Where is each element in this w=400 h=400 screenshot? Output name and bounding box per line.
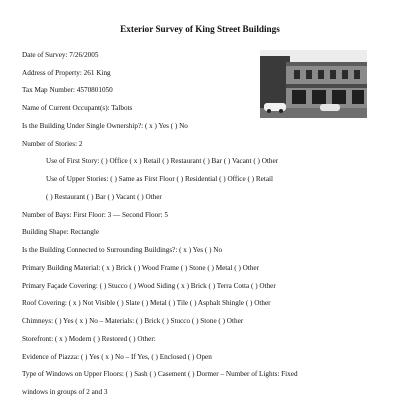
- evidence-of-piazza: Evidence of Piazza: ( ) Yes ( x ) No – If Yes, ( ) Enclosed ( ) Open: [22, 352, 212, 361]
- roof-covering: Roof Covering: ( x ) Not Visible ( ) Slate ( ) Metal ( ) Tile ( ) Asphalt Shingle ( ) Other: [22, 299, 271, 308]
- primary-building-material: Primary Building Material: ( x ) Brick ( ) Wood Frame ( ) Stone ( ) Metal ( ) Other: [22, 263, 260, 272]
- current-occupant: Name of Current Occupant(s): Talbots: [22, 104, 133, 113]
- number-of-bays: Number of Bays: First Floor: 3 — Second Floor: 5: [22, 210, 168, 219]
- use-of-upper-stories-continued: ( ) Restaurant ( ) Bar ( ) Vacant ( ) Other: [46, 192, 162, 201]
- date-of-survey: Date of Survey: 7/26/2005: [22, 51, 99, 59]
- building-photo: [260, 50, 367, 118]
- storefront: Storefront: ( x ) Modern ( ) Restored ( ) Other:: [22, 334, 156, 343]
- tax-map-number: Tax Map Number: 4570801050: [22, 86, 113, 95]
- number-of-stories: Number of Stories: 2: [22, 139, 83, 148]
- connected-to-surrounding: Is the Building Connected to Surrounding Buildings?: ( x ) Yes ( ) No: [22, 246, 223, 255]
- type-of-windows-continued: windows in groups of 2 and 3: [22, 388, 108, 396]
- building-shape: Building Shape: Rectangle: [22, 228, 100, 237]
- document-title: Exterior Survey of King Street Buildings: [120, 24, 280, 34]
- address-of-property: Address of Property: 261 King: [22, 68, 111, 77]
- type-of-windows: Type of Windows on Upper Floors: ( ) Sash ( ) Casement ( ) Dormer – Number of Lights: Fixed: [22, 370, 298, 379]
- use-of-first-story: Use of First Story: ( ) Office ( x ) Retail ( ) Restaurant ( ) Bar ( ) Vacant ( ) Other: [46, 157, 279, 166]
- chimneys: Chimneys: ( ) Yes ( x ) No – Materials: ( ) Brick ( ) Stucco ( ) Stone ( ) Other: [22, 317, 244, 326]
- primary-facade-covering: Primary Façade Covering: ( ) Stucco ( ) Wood Siding ( x ) Brick ( ) Terra Cotta ( ) Other: [22, 281, 276, 290]
- single-ownership: Is the Building Under Single Ownership?: ( x ) Yes ( ) No: [22, 121, 188, 130]
- use-of-upper-stories: Use of Upper Stories: ( ) Same as First Floor ( ) Residential ( ) Office ( ) Retail: [46, 175, 274, 184]
